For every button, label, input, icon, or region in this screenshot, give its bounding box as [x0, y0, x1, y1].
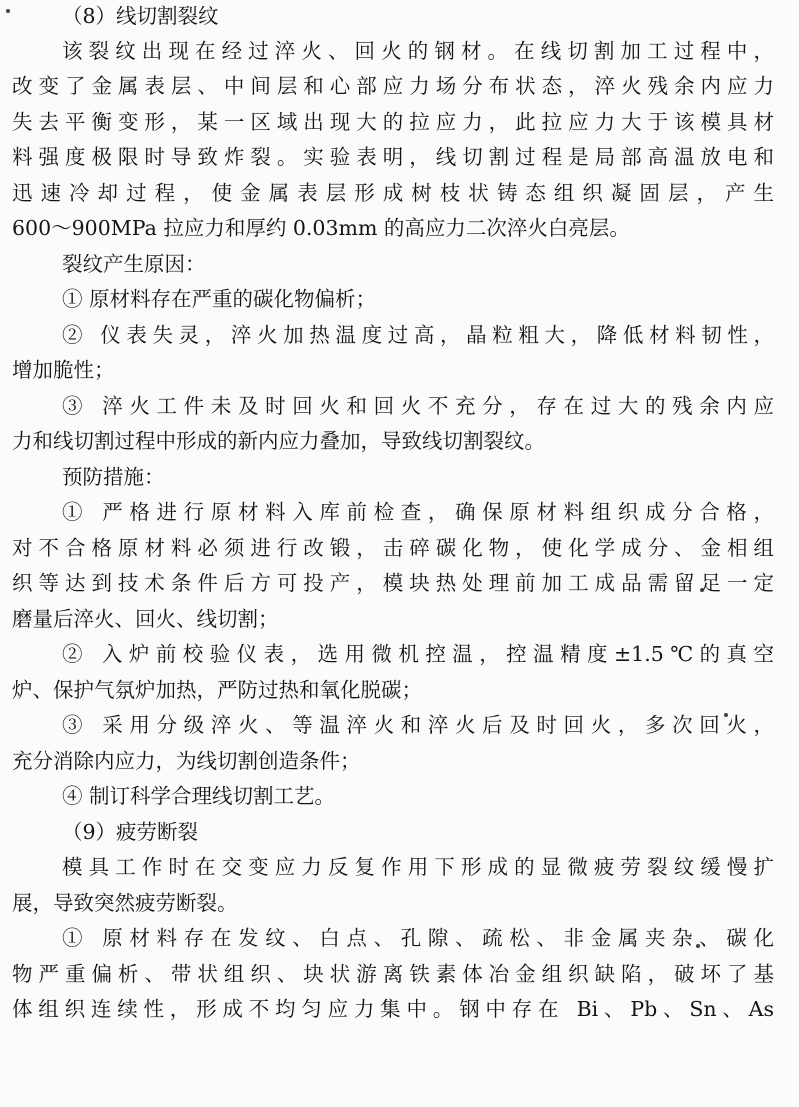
section-heading: （9）疲劳断裂: [62, 820, 199, 844]
list-item: ① 严格进行原材料入库前检查，确保原材料组织成分合格，: [62, 500, 774, 524]
list-item: ② 入炉前校验仪表，选用微机控温，控温精度±1.5℃的真空: [62, 642, 774, 666]
subheading: 裂纹产生原因：: [62, 252, 206, 276]
list-item: ④ 制订科学合理线切割工艺。: [62, 784, 336, 808]
list-item: ① 原材料存在严重的碳化物偏析；: [62, 287, 377, 311]
section-heading: （8）线切割裂纹: [62, 4, 219, 28]
paragraph-line: 展，导致突然疲劳断裂。: [12, 891, 238, 915]
list-item-continuation: 织等达到技术条件后方可投产，模块热处理前加工成品需留足一定: [12, 571, 774, 595]
list-item: ③ 采用分级淬火、等温淬火和淬火后及时回火，多次回火，: [62, 713, 774, 737]
list-item-continuation: 物严重偏析、带状组织、块状游离铁素体冶金组织缺陷，破坏了基: [12, 962, 774, 986]
subheading: 预防措施：: [62, 465, 165, 489]
scan-mark: [6, 9, 10, 13]
list-item: ② 仪表失灵，淬火加热温度过高，晶粒粗大，降低材料韧性，: [62, 323, 774, 347]
list-item-continuation: 炉、保护气氛炉加热，严防过热和氧化脱碳；: [12, 678, 422, 702]
list-item-continuation: 对不合格原材料必须进行改锻，击碎碳化物，使化学成分、金相组: [12, 536, 774, 560]
paragraph-line: 模具工作时在交变应力反复作用下形成的显微疲劳裂纹缓慢扩: [62, 855, 774, 879]
paragraph-line: 迅速冷却过程，使金属表层形成树枝状铸态组织凝固层，产生: [12, 181, 774, 205]
paragraph-line: 失去平衡变形，某一区域出现大的拉应力，此拉应力大于该模具材: [12, 110, 774, 134]
paragraph-line: 该裂纹出现在经过淬火、回火的钢材。在线切割加工过程中，: [62, 39, 774, 63]
list-item-continuation: 力和线切割过程中形成的新内应力叠加，导致线切割裂纹。: [12, 429, 545, 453]
list-item-continuation: 磨量后淬火、回火、线切割；: [12, 607, 279, 631]
list-item-continuation: 充分消除内应力，为线切割创造条件；: [12, 749, 361, 773]
list-item: ① 原材料存在发纹、白点、孔隙、疏松、非金属夹杂、碳化: [62, 926, 774, 950]
paragraph-line: 料强度极限时导致炸裂。实验表明，线切割过程是局部高温放电和: [12, 145, 774, 169]
paragraph-line: 改变了金属表层、中间层和心部应力场分布状态，淬火残余内应力: [12, 74, 774, 98]
paragraph-line: 600～900MPa 拉应力和厚约 0.03mm 的高应力二次淬火白亮层。: [12, 216, 630, 240]
list-item-continuation: 体组织连续性，形成不均匀应力集中。钢中存在 Bi、Pb、Sn、As: [12, 997, 774, 1021]
list-item-continuation: 增加脆性；: [12, 358, 115, 382]
list-item: ③ 淬火工件未及时回火和回火不充分，存在过大的残余内应: [62, 394, 774, 418]
